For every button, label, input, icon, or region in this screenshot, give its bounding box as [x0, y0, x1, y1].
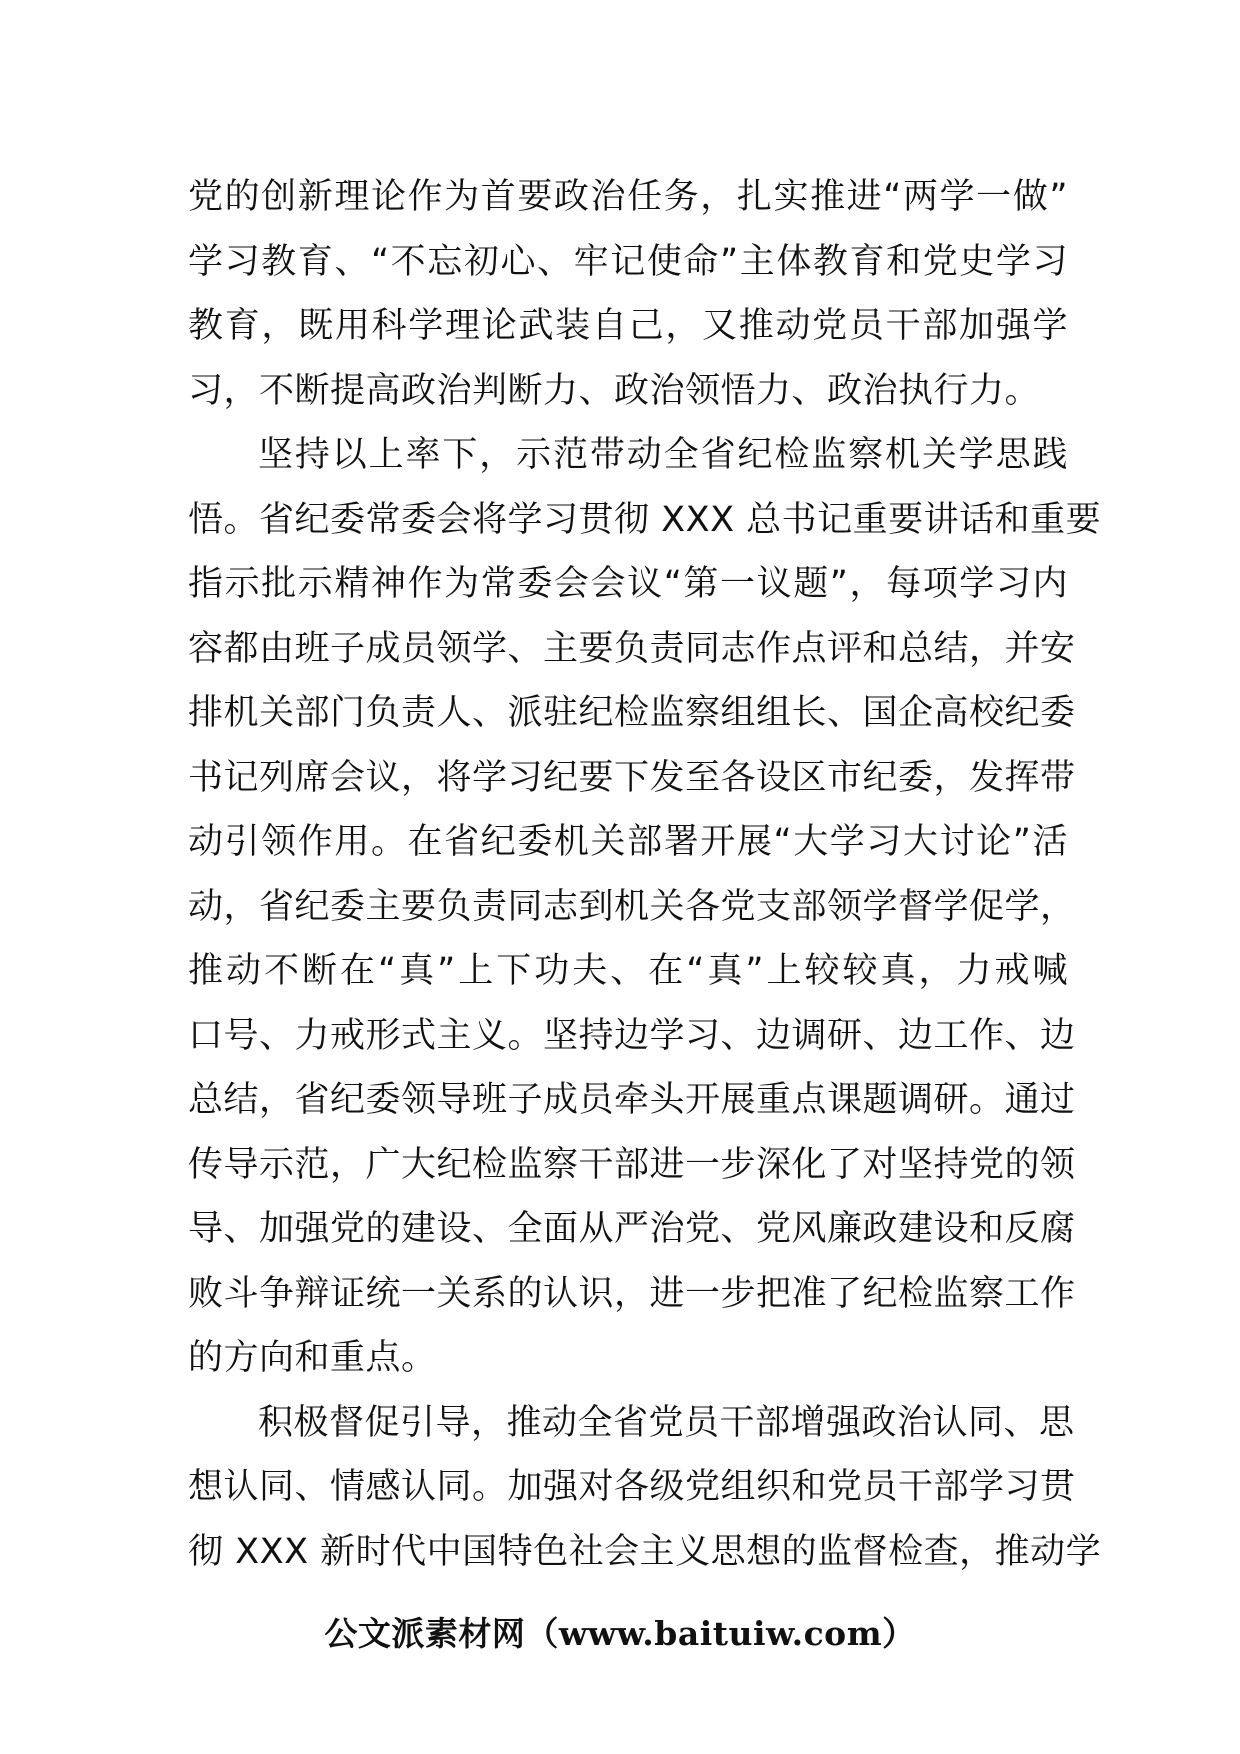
text-line: 口号、力戒形式主义。坚持边学习、边调研、边工作、边 — [188, 1015, 1076, 1056]
text-line: 悟。省纪委常委会将学习贯彻 XXX 总书记重要讲话和重要 — [188, 499, 1102, 540]
text-line: 容都由班子成员领学、主要负责同志作点评和总结，并安 — [188, 628, 1076, 669]
text-line: 积极督促引导，推动全省党员干部增强政治认同、思 — [258, 1402, 1075, 1443]
text-line: 习，不断提高政治判断力、政治领悟力、政治执行力。 — [188, 370, 1041, 411]
text-line: 导、加强党的建设、全面从严治党、党风廉政建设和反腐 — [188, 1209, 1076, 1249]
text-line: 学习教育、“不忘初心、牢记使命”主体教育和党史学习 — [188, 241, 1068, 282]
text-line: 动引领作用。在省纪委机关部署开展“大学习大讨论”活 — [188, 822, 1068, 862]
footer-watermark: 公文派素材网（www.baituiw.com） — [324, 1614, 916, 1653]
text-line: 想认同、情感认同。加强对各级党组织和党员干部学习贯 — [188, 1467, 1076, 1507]
text-line: 传导示范，广大纪检监察干部进一步深化了对坚持党的领 — [188, 1144, 1076, 1185]
paragraph — [188, 423, 1102, 1391]
text-line: 动，省纪委主要负责同志到机关各党支部领学督学促学， — [188, 886, 1076, 927]
text-line: 党的创新理论作为首要政治任务，扎实推进“两学一做” — [188, 177, 1068, 217]
text-line: 总结，省纪委领导班子成员牵头开展重点课题调研。通过 — [188, 1080, 1076, 1120]
text-line: 指示批示精神作为常委会会议“第一议题”，每项学习内 — [188, 564, 1068, 604]
document-body — [188, 165, 1102, 1584]
text-line: 败斗争辩证统一关系的认识，进一步把准了纪检监察工作 — [188, 1273, 1076, 1314]
text-line: 书记列席会议，将学习纪要下发至各设区市纪委，发挥带 — [188, 757, 1076, 798]
text-line: 坚持以上率下，示范带动全省纪检监察机关学思践 — [258, 435, 1068, 475]
text-line: 彻 XXX 新时代中国特色社会主义思想的监督检查，推动学 — [188, 1531, 1102, 1572]
text-line: 推动不断在“真”上下功夫、在“真”上较较真，力戒喊 — [188, 951, 1068, 991]
text-line: 排机关部门负责人、派驻纪检监察组组长、国企高校纪委 — [188, 693, 1076, 733]
paragraph — [188, 1391, 1102, 1585]
paragraph — [188, 165, 1068, 423]
text-line: 的方向和重点。 — [188, 1338, 437, 1378]
text-line: 教育，既用科学理论武装自己，又推动党员干部加强学 — [188, 306, 1068, 346]
